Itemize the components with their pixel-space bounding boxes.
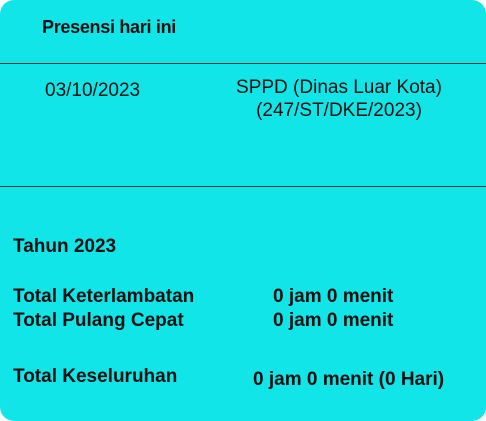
overall-label: Total Keseluruhan (13, 366, 178, 387)
lateness-value: 0 jam 0 menit (273, 286, 394, 307)
year-label: Tahun 2023 (13, 236, 117, 257)
overall-value: 0 jam 0 menit (0 Hari) (253, 369, 445, 390)
attendance-activity (210, 76, 468, 122)
divider-bottom (0, 186, 486, 187)
early-leave-label: Total Pulang Cepat (13, 310, 184, 331)
attendance-date: 03/10/2023 (45, 80, 141, 101)
activity-line-1: SPPD (Dinas Luar Kota) (236, 77, 442, 98)
divider-top (0, 63, 486, 64)
card-title: Presensi hari ini (42, 17, 176, 37)
early-leave-value: 0 jam 0 menit (273, 310, 394, 331)
activity-line-2: (247/ST/DKE/2023) (256, 100, 422, 121)
lateness-label: Total Keterlambatan (13, 286, 195, 307)
